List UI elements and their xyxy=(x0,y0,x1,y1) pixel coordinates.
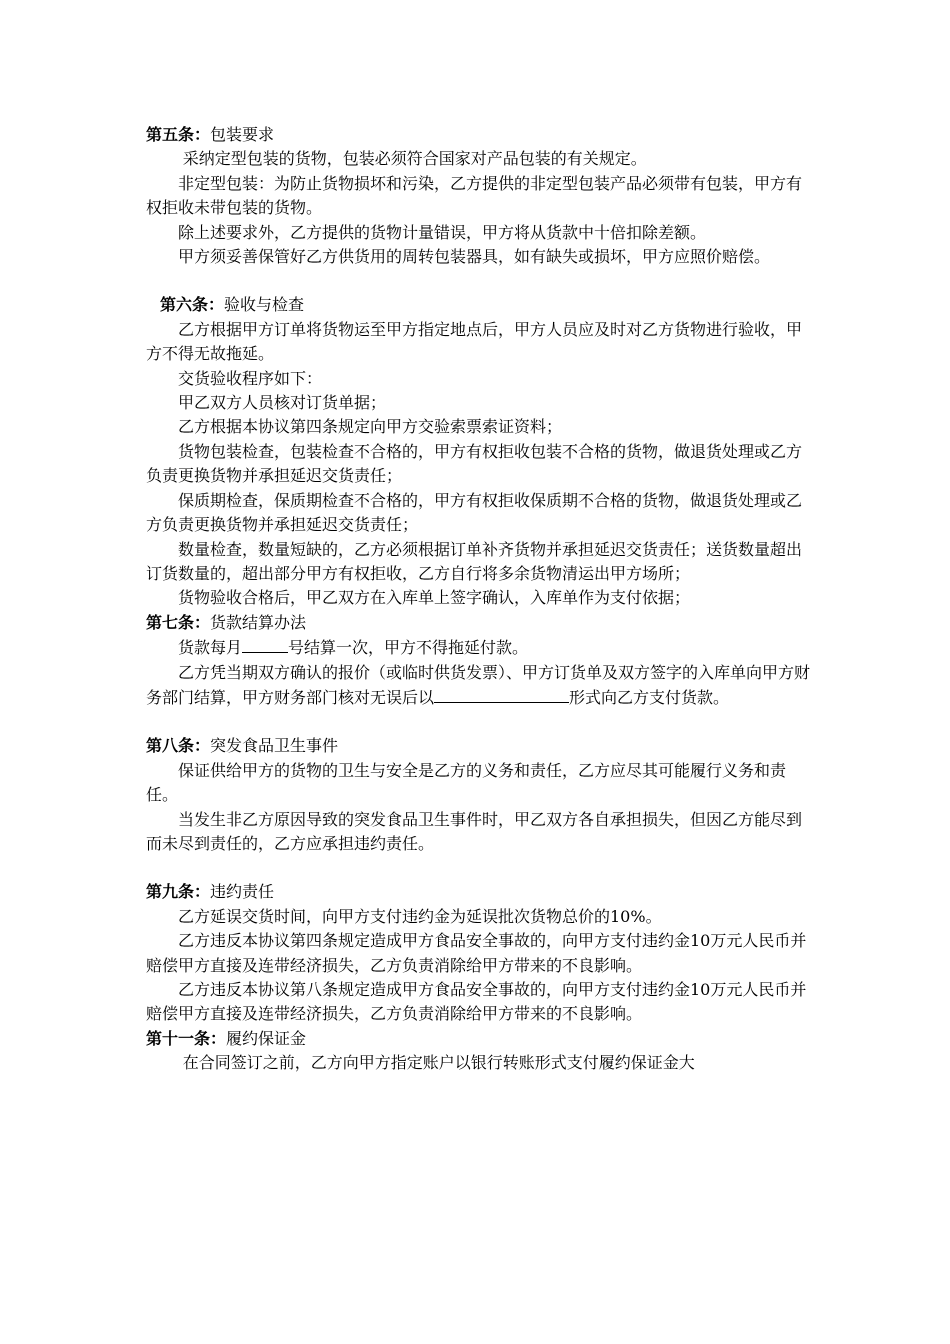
section-8 xyxy=(146,734,812,856)
section-heading xyxy=(146,880,812,904)
section-title: 验收与检查 xyxy=(224,295,305,315)
section-7 xyxy=(146,611,812,711)
settlement-day-blank xyxy=(242,635,288,653)
paragraph xyxy=(146,635,812,660)
section-title: 履约保证金 xyxy=(226,1028,307,1048)
section-title: 违约责任 xyxy=(210,882,275,902)
section-heading xyxy=(146,1027,812,1051)
payment-form-blank xyxy=(434,685,569,703)
section-heading xyxy=(146,123,812,147)
paragraph: 乙方违反本协议第四条规定造成甲方食品安全事故的，向甲方支付违约金10万元人民币并赔偿甲方直接及连带经济损失，乙方负责消除给甲方带来的不良影响。 xyxy=(146,931,807,975)
section-title: 包装要求 xyxy=(210,125,275,144)
paragraph-text: 形式向乙方支付货款。 xyxy=(569,687,730,707)
section-label: 第五条： xyxy=(146,125,211,144)
section-label: 第九条： xyxy=(146,882,211,902)
paragraph: 货物包装检查，包装检查不合格的，甲方有权拒收包装不合格的货物，做退货处理或乙方负责更换货物并承担延迟交货责任； xyxy=(146,441,803,486)
section-title: 货款结算办法 xyxy=(210,612,307,632)
section-label: 第十一条： xyxy=(146,1028,227,1048)
section-6 xyxy=(146,293,812,610)
paragraph: 交货验收程序如下： xyxy=(178,368,323,388)
paragraph: 乙方违反本协议第八条规定造成甲方食品安全事故的，向甲方支付违约金10万元人民币并赔偿甲方直接及连带经济损失，乙方负责消除给甲方带来的不良影响。 xyxy=(146,980,807,1024)
paragraph: 乙方延误交货时间，向甲方支付违约金为延误批次货物总价的10%。 xyxy=(178,906,662,926)
section-label: 第八条： xyxy=(146,736,211,756)
section-title: 突发食品卫生事件 xyxy=(210,736,339,756)
paragraph: 甲乙双方人员核对订货单据； xyxy=(178,393,387,413)
paragraph xyxy=(146,661,812,711)
paragraph: 非定型包装：为防止货物损坏和污染，乙方提供的非定型包装产品必须带有包装，甲方有权拒收未带包装的货物。 xyxy=(146,173,803,218)
paragraph: 乙方根据甲方订单将货物运至甲方指定地点后，甲方人员应及时对乙方货物进行验收，甲方不得无故拖延。 xyxy=(146,319,803,364)
paragraph: 除上述要求外，乙方提供的货物计量错误，甲方将从货款中十倍扣除差额。 xyxy=(178,222,707,242)
section-heading xyxy=(146,734,812,758)
paragraph: 保质期检查，保质期检查不合格的，甲方有权拒收保质期不合格的货物，做退货处理或乙方负责更换货物并承担延迟交货责任； xyxy=(146,490,803,535)
paragraph: 甲方须妥善保管好乙方供货用的周转包装器具，如有缺失或损坏，甲方应照价赔偿。 xyxy=(178,247,771,267)
document-body xyxy=(146,123,812,1076)
section-heading xyxy=(146,293,812,317)
paragraph: 数量检查，数量短缺的，乙方必须根据订单补齐货物并承担延迟交货责任；送货数量超出订货数量的，超出部分甲方有权拒收，乙方自行将多余货物清运出甲方场所； xyxy=(146,539,803,583)
section-5 xyxy=(146,123,812,269)
paragraph: 保证供给甲方的货物的卫生与安全是乙方的义务和责任，乙方应尽其可能履行义务和责任。 xyxy=(146,760,787,805)
paragraph: 采纳定型包装的货物，包装必须符合国家对产品包装的有关规定。 xyxy=(182,149,647,169)
section-heading xyxy=(146,611,812,635)
section-label: 第七条： xyxy=(146,612,211,632)
paragraph-text: 号结算一次，甲方不得拖延付款。 xyxy=(288,638,529,658)
section-label: 第六条： xyxy=(160,295,225,315)
paragraph: 当发生非乙方原因导致的突发食品卫生事件时，甲乙双方各自承担损失，但因乙方能尽到而未尽到责任的，乙方应承担违约责任。 xyxy=(146,809,803,853)
paragraph: 在合同签订之前，乙方向甲方指定账户以银行转账形式支付履约保证金大 xyxy=(182,1053,695,1073)
paragraph-text: 货款每月 xyxy=(178,638,243,658)
paragraph: 货物验收合格后，甲乙双方在入库单上签字确认，入库单作为支付依据； xyxy=(178,588,691,608)
paragraph: 乙方根据本协议第四条规定向甲方交验索票索证资料； xyxy=(178,417,563,437)
paragraph-text: 乙方凭当期双方确认的报价（或临时供货发票）、甲方订货单及双方签字的入库单向甲方财务部门结算，甲方财务部门核对无误后以 xyxy=(146,662,811,707)
section-11 xyxy=(146,1027,812,1076)
section-9 xyxy=(146,880,812,1026)
